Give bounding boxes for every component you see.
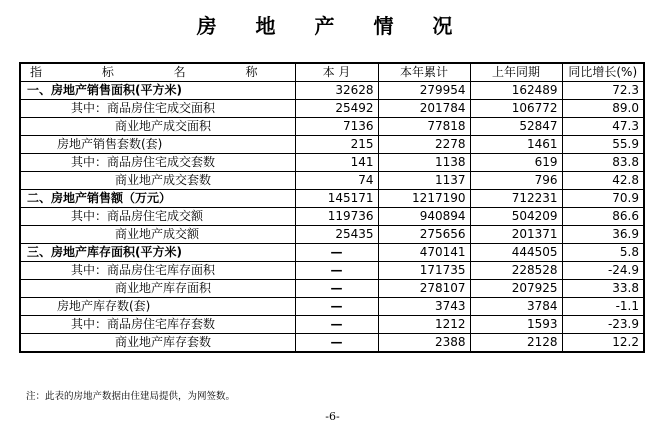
cell-yoy-growth: 12.2: [562, 334, 644, 353]
cell-last-year: 106772: [470, 100, 562, 118]
table-row: [20, 262, 644, 280]
page-number: -6-: [325, 410, 340, 423]
cell-this-month: 215: [295, 136, 378, 154]
header-yoy-growth: 同比增长(%): [562, 63, 644, 82]
table-row: [20, 190, 644, 208]
table-row: [20, 208, 644, 226]
cell-yoy-growth: 89.0: [562, 100, 644, 118]
cell-year-to-date: 940894: [378, 208, 470, 226]
header-indicator-name: 指 标 名 称: [20, 63, 295, 82]
table-row: [20, 136, 644, 154]
cell-yoy-growth: 36.9: [562, 226, 644, 244]
cell-year-to-date: 171735: [378, 262, 470, 280]
table-row: [20, 100, 644, 118]
header-last-year-same-period: 上年同期: [470, 63, 562, 82]
cell-yoy-growth: 86.6: [562, 208, 644, 226]
cell-this-month: 25435: [295, 226, 378, 244]
cell-yoy-growth: 83.8: [562, 154, 644, 172]
table-row: [20, 334, 644, 353]
cell-this-month: 7136: [295, 118, 378, 136]
cell-last-year: 3784: [470, 298, 562, 316]
table-row: [20, 298, 644, 316]
cell-last-year: 201371: [470, 226, 562, 244]
header-year-to-date: 本年累计: [378, 63, 470, 82]
cell-yoy-growth: -1.1: [562, 298, 644, 316]
row-label: 商业地产成交额: [20, 226, 295, 244]
cell-year-to-date: 77818: [378, 118, 470, 136]
cell-last-year: 1593: [470, 316, 562, 334]
row-label: 其中：商品房住宅库存套数: [20, 316, 295, 334]
row-label: 商业地产成交面积: [20, 118, 295, 136]
table-row: [20, 280, 644, 298]
cell-this-month: —: [295, 316, 378, 334]
table-row: [20, 118, 644, 136]
cell-year-to-date: 2388: [378, 334, 470, 353]
row-label: 商业地产库存套数: [20, 334, 295, 353]
row-label: 商业地产库存面积: [20, 280, 295, 298]
cell-year-to-date: 1137: [378, 172, 470, 190]
cell-last-year: 796: [470, 172, 562, 190]
row-label: 三、房地产库存面积(平方米): [20, 244, 295, 262]
cell-this-month: 32628: [295, 82, 378, 100]
cell-this-month: —: [295, 244, 378, 262]
cell-last-year: 619: [470, 154, 562, 172]
cell-last-year: 1461: [470, 136, 562, 154]
cell-last-year: 444505: [470, 244, 562, 262]
cell-yoy-growth: 33.8: [562, 280, 644, 298]
table-row: [20, 226, 644, 244]
cell-yoy-growth: -24.9: [562, 262, 644, 280]
row-label: 房地产库存数(套): [20, 298, 295, 316]
cell-yoy-growth: 47.3: [562, 118, 644, 136]
row-label: 房地产销售套数(套): [20, 136, 295, 154]
cell-year-to-date: 279954: [378, 82, 470, 100]
header-this-month: 本 月: [295, 63, 378, 82]
cell-this-month: —: [295, 280, 378, 298]
cell-last-year: 162489: [470, 82, 562, 100]
cell-yoy-growth: 55.9: [562, 136, 644, 154]
row-label: 其中：商品房住宅成交面积: [20, 100, 295, 118]
table-row: [20, 316, 644, 334]
cell-year-to-date: 275656: [378, 226, 470, 244]
row-label: 商业地产成交套数: [20, 172, 295, 190]
cell-yoy-growth: 42.8: [562, 172, 644, 190]
cell-yoy-growth: -23.9: [562, 316, 644, 334]
cell-this-month: 145171: [295, 190, 378, 208]
cell-this-month: 74: [295, 172, 378, 190]
real-estate-table: [19, 62, 645, 353]
cell-this-month: 141: [295, 154, 378, 172]
table-row: [20, 172, 644, 190]
cell-year-to-date: 470141: [378, 244, 470, 262]
table-header-row: [20, 63, 644, 82]
cell-yoy-growth: 70.9: [562, 190, 644, 208]
cell-year-to-date: 2278: [378, 136, 470, 154]
cell-last-year: 712231: [470, 190, 562, 208]
cell-year-to-date: 278107: [378, 280, 470, 298]
row-label: 其中：商品房住宅成交额: [20, 208, 295, 226]
cell-this-month: —: [295, 334, 378, 353]
cell-last-year: 2128: [470, 334, 562, 353]
cell-last-year: 52847: [470, 118, 562, 136]
cell-this-month: —: [295, 298, 378, 316]
cell-yoy-growth: 72.3: [562, 82, 644, 100]
cell-last-year: 207925: [470, 280, 562, 298]
table-row: [20, 244, 644, 262]
row-label: 其中：商品房住宅库存面积: [20, 262, 295, 280]
row-label: 其中：商品房住宅成交套数: [20, 154, 295, 172]
cell-year-to-date: 1217190: [378, 190, 470, 208]
table-row: [20, 82, 644, 100]
cell-last-year: 228528: [470, 262, 562, 280]
row-label: 二、房地产销售额（万元）: [20, 190, 295, 208]
cell-last-year: 504209: [470, 208, 562, 226]
cell-this-month: 119736: [295, 208, 378, 226]
row-label: 一、房地产销售面积(平方米): [20, 82, 295, 100]
cell-year-to-date: 1212: [378, 316, 470, 334]
cell-this-month: 25492: [295, 100, 378, 118]
cell-year-to-date: 1138: [378, 154, 470, 172]
table-row: [20, 154, 644, 172]
cell-year-to-date: 201784: [378, 100, 470, 118]
page-title: 房 地 产 情 况: [196, 14, 469, 38]
footnote: 注：此表的房地产数据由住建局提供，为网签数。: [26, 391, 236, 402]
cell-year-to-date: 3743: [378, 298, 470, 316]
cell-yoy-growth: 5.8: [562, 244, 644, 262]
cell-this-month: —: [295, 262, 378, 280]
